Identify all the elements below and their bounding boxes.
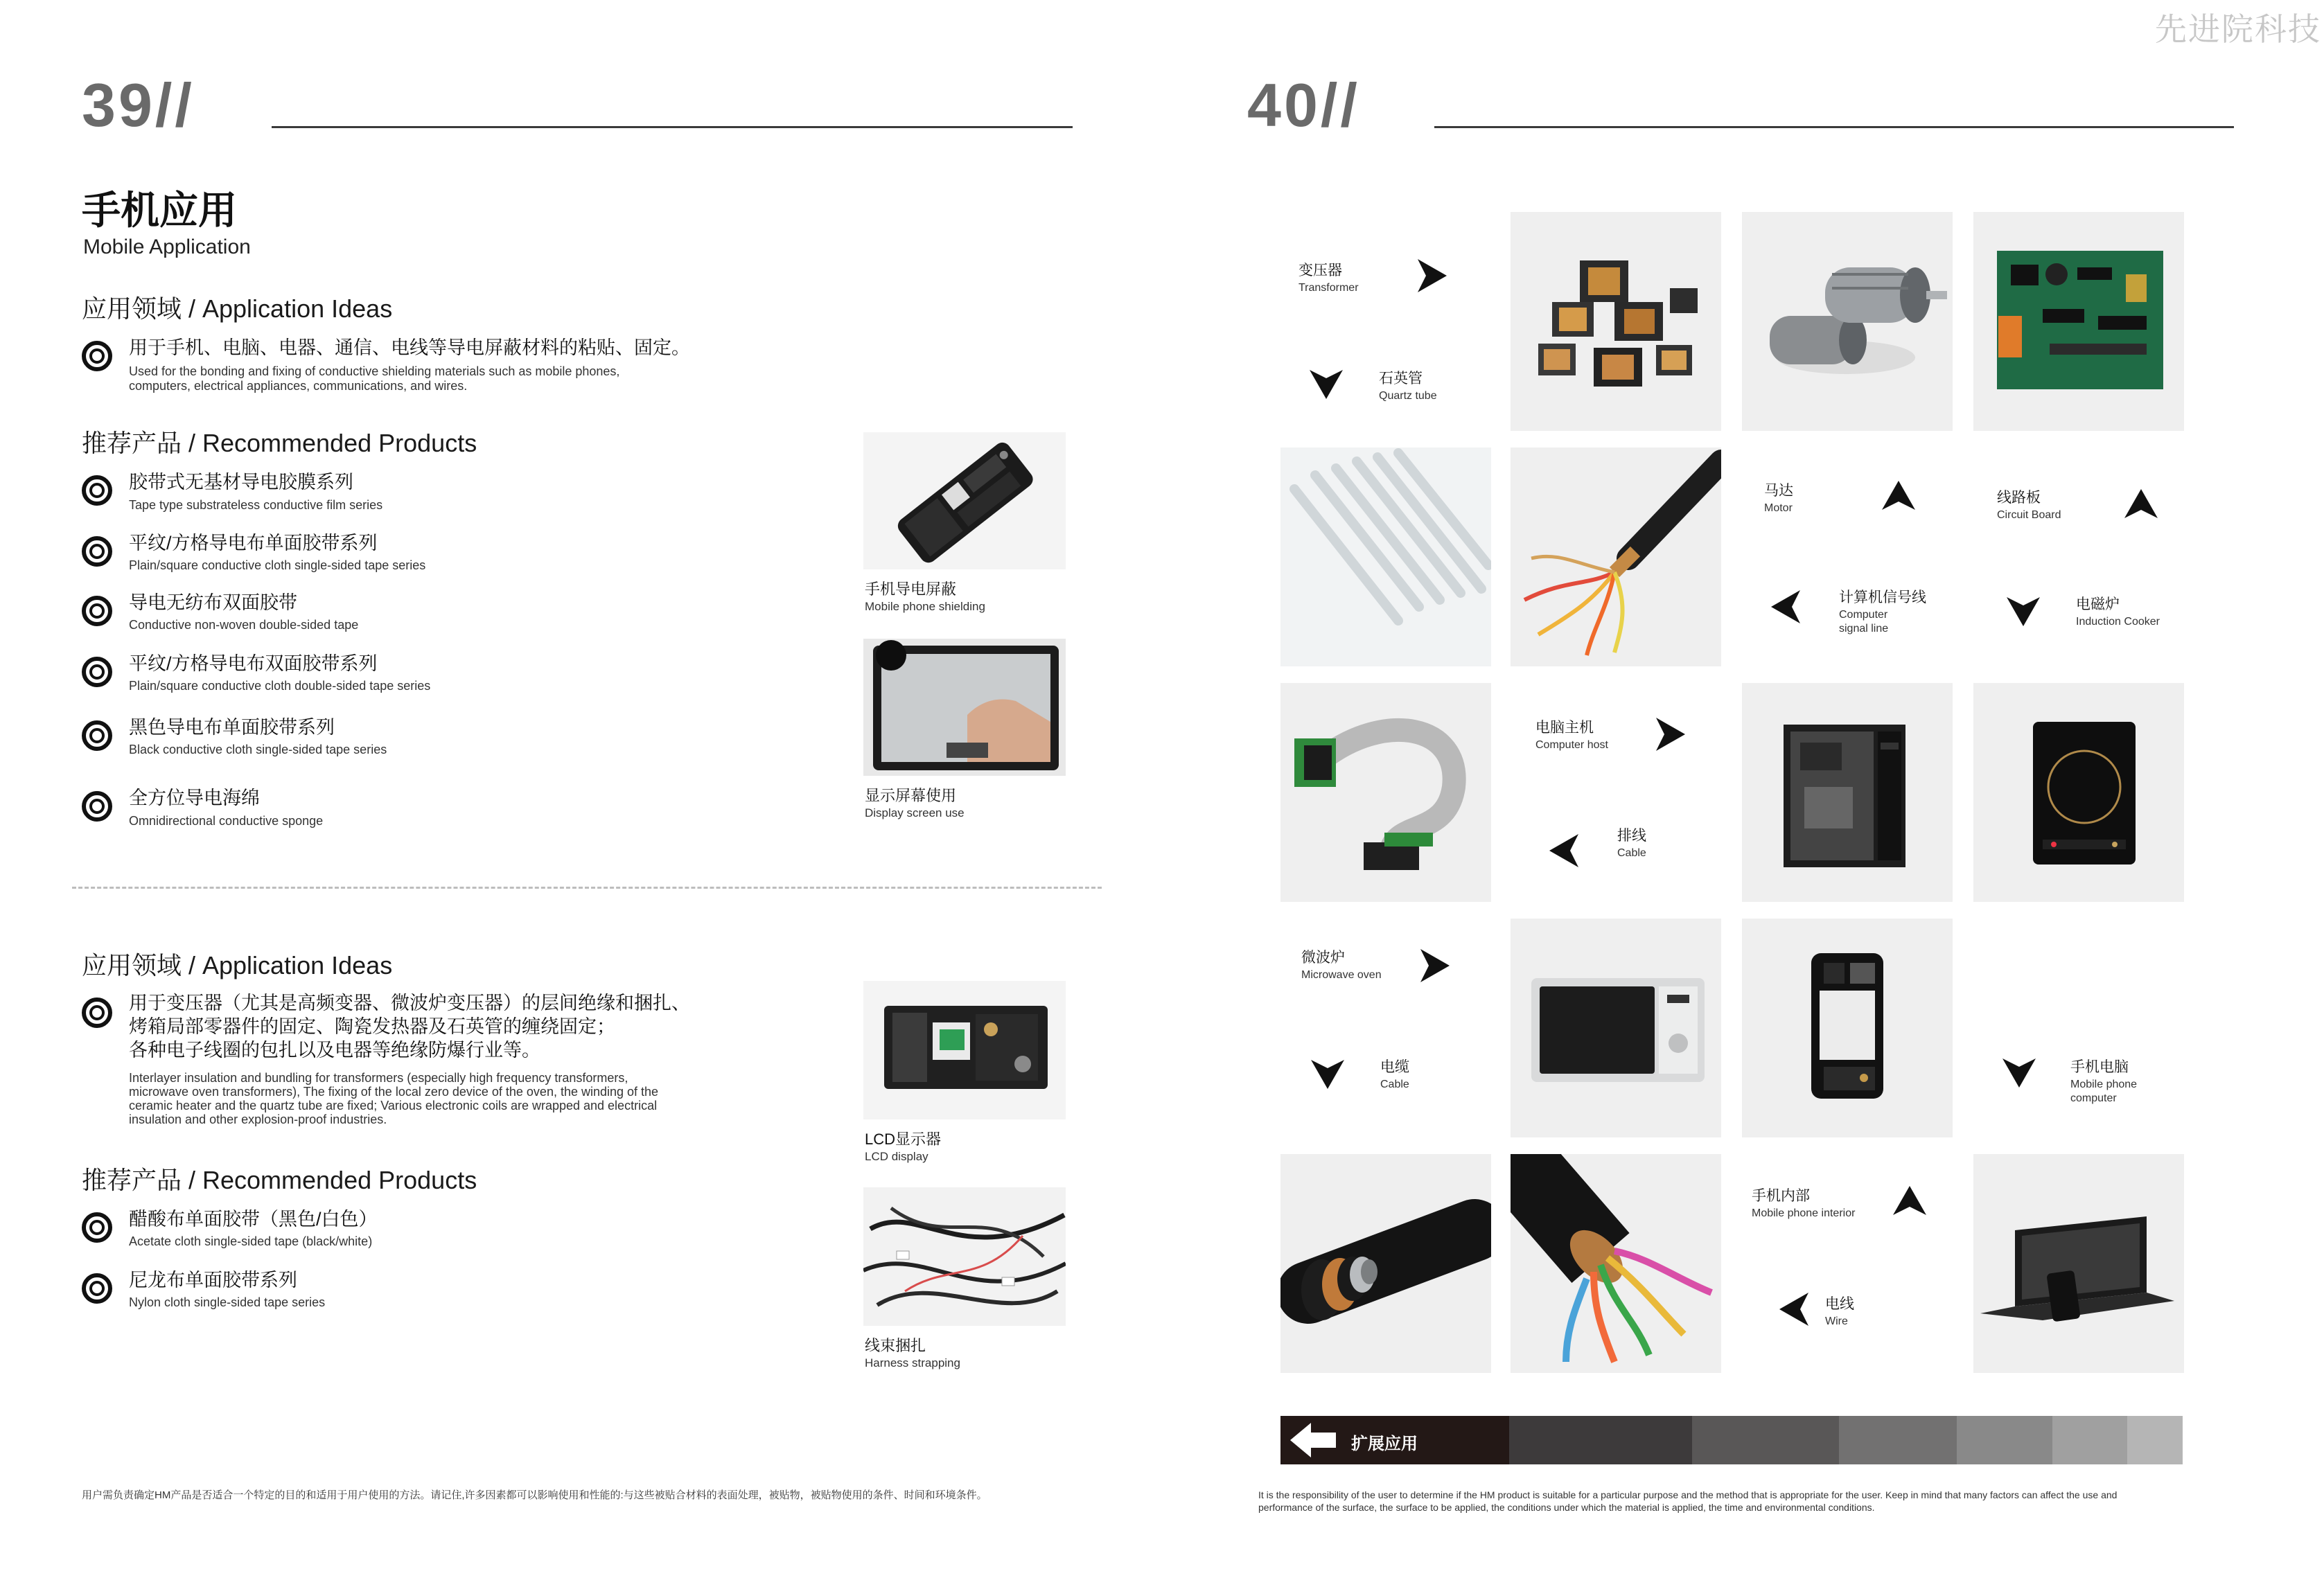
grey-bar-segment (1839, 1416, 1957, 1464)
grey-bar-segment (1692, 1416, 1839, 1464)
motor-label-cn: 马达 (1764, 483, 1793, 499)
induction-cooker-label-cn: 电磁炉 (2076, 596, 2120, 612)
lcd-display-photo (863, 981, 1066, 1119)
arrow-right-icon (1420, 949, 1450, 982)
product-item-en: Acetate cloth single-sided tape (black/white) (129, 1234, 373, 1248)
photo-caption-cn: LCD显示器 (865, 1131, 942, 1148)
product-item-en: Tape type substrateless conductive film series (129, 498, 383, 512)
circuit-board-label-en: Circuit Board (1997, 509, 2061, 521)
wire-label-cn: 电线 (1825, 1296, 1854, 1312)
application-idea-en-1: Interlayer insulation and bundling for transformers (especially high frequency transformers, (129, 1071, 628, 1085)
bullet-icon (82, 536, 112, 567)
product-item-en: Nylon cloth single-sided tape series (129, 1295, 326, 1309)
footnote-cn: 用户需负责确定HM产品是否适合一个特定的目的和适用于用户使用的方法。请记住,许多因素都可以影响使用和性能的:与这些被贴合材料的表面处理，被贴物，被贴物使用的条件、时间和环境条件。 (82, 1489, 987, 1501)
back-arrow-icon (1290, 1423, 1336, 1457)
section-heading-recommended-products: 推荐产品 / Recommended Products (82, 429, 477, 457)
display-screen-photo (863, 639, 1066, 776)
induction-cooker-label-en: Induction Cooker (2076, 616, 2160, 628)
mobile-and-laptop-photo (1973, 1154, 2184, 1373)
photo-caption-en: LCD display (865, 1150, 928, 1163)
grey-bar-segment (2052, 1416, 2127, 1464)
ribbon-cable-photo (1280, 683, 1491, 902)
quartz-tube-photo (1280, 447, 1491, 666)
product-item-en: Plain/square conductive cloth double-sided tape series (129, 679, 431, 693)
extension-apply-label: 扩展应用 (1351, 1435, 1418, 1453)
circuit-board-label-cn: 线路板 (1997, 490, 2041, 506)
power-cable-photo (1280, 1154, 1491, 1373)
page-title: 手机应用 (82, 188, 237, 232)
ribbon-cable-label-en: Cable (1617, 847, 1646, 859)
mobile-pc-label-en-2: computer (2070, 1092, 2117, 1104)
grey-bar-segment (1509, 1416, 1692, 1464)
mobile-interior-label-en: Mobile phone interior (1752, 1207, 1856, 1219)
microwave-oven-photo (1511, 919, 1721, 1137)
product-item-en: Plain/square conductive cloth single-sided tape series (129, 558, 426, 572)
signal-line-label-en-2: signal line (1839, 623, 1889, 635)
product-item-en: Conductive non-woven double-sided tape (129, 618, 359, 632)
application-idea-en-2: computers, electrical appliances, communications, and wires. (129, 379, 468, 393)
motor-photo (1742, 212, 1953, 431)
computer-host-label-en: Computer host (1535, 739, 1608, 751)
product-item-cn: 平纹/方格导电布单面胶带系列 (129, 533, 378, 553)
arrow-down-icon (2002, 1058, 2036, 1088)
arrow-right-icon (1656, 718, 1685, 751)
header-rule-left (272, 126, 1073, 128)
arrow-down-icon (2007, 597, 2040, 626)
product-item-en: Omnidirectional conductive sponge (129, 814, 324, 828)
photo-caption-cn: 线束捆扎 (865, 1337, 926, 1354)
transformer-photo (1511, 212, 1721, 431)
microwave-label-en: Microwave oven (1301, 969, 1382, 981)
bullet-icon (82, 791, 112, 822)
application-idea-cn-2: 烤箱局部零器件的固定、陶瓷发热器及石英管的缠绕固定； (129, 1016, 615, 1037)
section-divider (72, 887, 1102, 889)
mobile-phone-shielding-photo (863, 432, 1066, 569)
ribbon-cable-label-cn: 排线 (1617, 828, 1646, 844)
product-item-cn: 平纹/方格导电布双面胶带系列 (129, 653, 378, 674)
bullet-icon (82, 998, 112, 1028)
bullet-icon (82, 657, 112, 687)
mobile-interior-label-cn: 手机内部 (1752, 1188, 1810, 1204)
application-idea-cn-1: 用于变压器（尤其是高频变器、微波炉变压器）的层间绝缘和捆扎、 (129, 993, 690, 1013)
grey-bar-segment (2127, 1416, 2183, 1464)
page-number-left: 39// (82, 71, 195, 139)
transformer-label-cn: 变压器 (1299, 263, 1342, 278)
mobile-pc-label-cn: 手机电脑 (2070, 1059, 2129, 1075)
application-idea-en-3: ceramic heater and the quartz tube are fixed; Various electronic coils are wrapped and electrical (129, 1099, 658, 1112)
application-idea-en-1: Used for the bonding and fixing of conductive shielding materials such as mobile phones, (129, 364, 620, 378)
application-idea-cn-3: 各种电子线圈的包扎以及电器等绝缘防爆行业等。 (129, 1040, 540, 1061)
harness-strapping-photo (863, 1187, 1066, 1326)
page-number-right: 40// (1247, 71, 1360, 139)
multi-core-cable-photo (1511, 1154, 1721, 1373)
bullet-icon (82, 596, 112, 626)
arrow-down-icon (1311, 1060, 1344, 1089)
footnote-en-2: performance of the surface, the surface to be applied, the conditions under which the material is applied, the time and environmental conditions. (1258, 1502, 1875, 1513)
motor-label-en: Motor (1764, 502, 1793, 514)
product-item-cn: 导电无纺布双面胶带 (129, 592, 297, 613)
microwave-label-cn: 微波炉 (1301, 950, 1345, 966)
arrow-right-icon (1418, 259, 1447, 292)
section-heading-application-ideas: 应用领域 / Application Ideas (82, 294, 393, 323)
cable-label-en: Cable (1380, 1079, 1409, 1090)
photo-caption-en: Harness strapping (865, 1356, 960, 1369)
quartz-label-cn: 石英管 (1379, 371, 1423, 387)
arrow-left-icon (1549, 834, 1578, 867)
photo-caption-en: Display screen use (865, 806, 965, 819)
arrow-down-icon (1310, 370, 1343, 399)
bullet-icon (82, 1273, 112, 1304)
product-item-en: Black conductive cloth single-sided tape series (129, 743, 387, 756)
product-item-cn: 醋酸布单面胶带（黑色/白色） (129, 1209, 378, 1230)
product-item-cn: 全方位导电海绵 (129, 788, 260, 808)
header-rule-right (1434, 126, 2234, 128)
photo-caption-cn: 显示屏幕使用 (865, 787, 957, 804)
bullet-icon (82, 341, 112, 371)
cable-label-cn: 电缆 (1380, 1059, 1409, 1075)
grey-bar-segment (1957, 1416, 2052, 1464)
computer-host-photo (1742, 683, 1953, 902)
section-heading-application-ideas: 应用领域 / Application Ideas (82, 951, 393, 979)
bullet-icon (82, 475, 112, 506)
application-idea-en-4: insulation and other explosion-proof industries. (129, 1112, 387, 1126)
section-heading-recommended-products: 推荐产品 / Recommended Products (82, 1166, 477, 1194)
photo-caption-en: Mobile phone shielding (865, 600, 985, 613)
mobile-pc-label-en-1: Mobile phone (2070, 1079, 2138, 1090)
quartz-label-en: Quartz tube (1379, 390, 1437, 402)
product-item-cn: 黑色导电布单面胶带系列 (129, 717, 335, 738)
product-item-cn: 尼龙布单面胶带系列 (129, 1270, 297, 1291)
computer-signal-line-photo (1511, 447, 1721, 666)
photo-caption-cn: 手机导电屏蔽 (865, 580, 957, 598)
watermark: 先进院科技 (2155, 11, 2321, 47)
signal-line-label-en-1: Computer (1839, 609, 1888, 621)
page-subtitle: Mobile Application (83, 236, 251, 258)
signal-line-label-cn: 计算机信号线 (1839, 589, 1926, 605)
footnote-en-1: It is the responsibility of the user to determine if the HM product is suitable for a particular purpose and the method that is appropriate for the user. Keep in mind that many factors can affect the use and (1258, 1489, 2118, 1500)
application-idea-en-2: microwave oven transformers), The fixing of the local zero device of the oven, the winding of the (129, 1085, 659, 1099)
product-item-cn: 胶带式无基材导电胶膜系列 (129, 472, 353, 493)
mobile-phone-interior-photo (1742, 919, 1953, 1137)
arrow-left-icon (1771, 590, 1800, 623)
bullet-icon (82, 720, 112, 751)
arrow-up-icon (1882, 481, 1915, 510)
arrow-up-icon (1893, 1186, 1926, 1215)
transformer-label-en: Transformer (1299, 282, 1359, 294)
application-idea-cn: 用于手机、电脑、电器、通信、电线等导电屏蔽材料的粘贴、固定。 (129, 337, 690, 358)
circuit-board-photo (1973, 212, 2184, 431)
induction-cooker-photo (1973, 683, 2184, 902)
label-tile (1973, 447, 2184, 666)
wire-label-en: Wire (1825, 1315, 1848, 1327)
computer-host-label-cn: 电脑主机 (1535, 720, 1594, 736)
arrow-up-icon (2124, 489, 2158, 518)
arrow-left-icon (1779, 1293, 1808, 1326)
bullet-icon (82, 1212, 112, 1243)
